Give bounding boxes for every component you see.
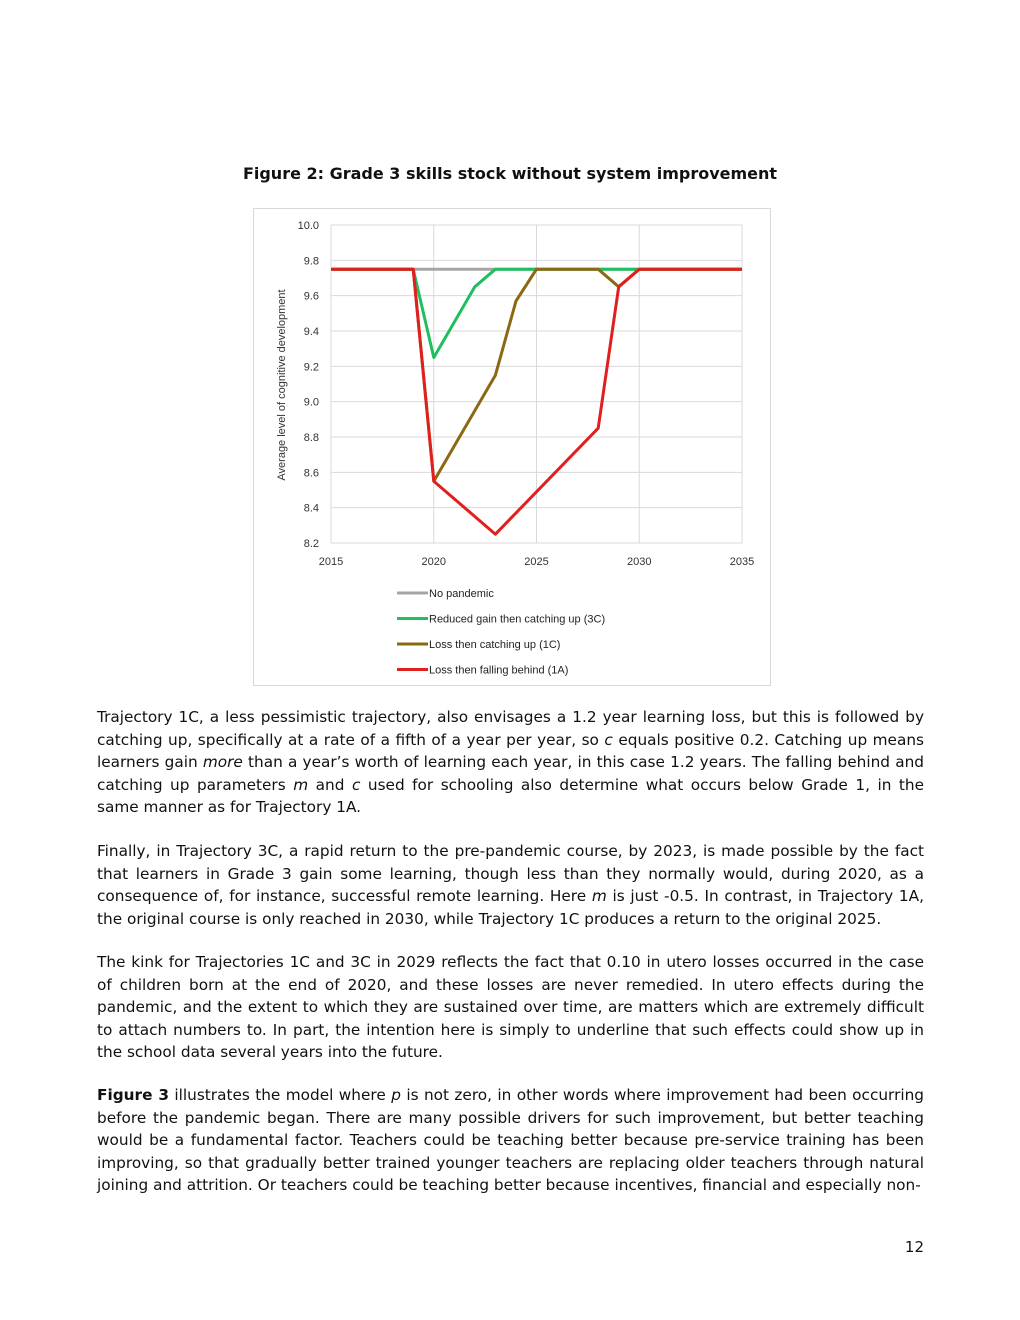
y-tick-label: 9.8 [303, 255, 319, 268]
y-tick-label: 10.0 [297, 220, 319, 232]
y-tick-label: 9.0 [303, 396, 319, 409]
y-tick-label: 8.4 [303, 502, 319, 515]
x-tick-label: 2020 [421, 556, 446, 568]
paragraph-1: Trajectory 1C, a less pessimistic trajectory, also envisages a 1.2 year learning loss, but this is followed by catching up, specifically at a rate of a fifth of a year per year, so c equals positive 0.2. Catching up means learners gain more than a year’s worth of learning each year, in this case 1.2 years. The falling behind and catching up parameters m and c used for schooling also determine what occurs below Grade 1, in the same manner as for Trajectory 1A. [97, 708, 925, 817]
x-tick-label: 2035 [729, 556, 755, 568]
page-number: 12 [904, 1238, 924, 1256]
chart-legend [397, 588, 605, 677]
y-tick-label: 8.6 [303, 467, 319, 480]
y-tick-label: 8.2 [303, 538, 319, 550]
y-axis-label: Average level of cognitive development [276, 289, 288, 481]
legend-entry: No pandemic [429, 588, 494, 600]
legend-entry: Loss then falling behind (1A) [429, 664, 569, 677]
legend-entry: Reduced gain then catching up (3C) [429, 613, 606, 626]
chart-grid [331, 225, 742, 543]
y-tick-labels [298, 220, 319, 550]
paragraph-3: The kink for Trajectories 1C and 3C in 2029 reflects the fact that 0.10 in utero losses occurred in the case of children born at the end of 2020, and these losses are never remedied. In utero effects during the pandemic, and the extent to which they are sustained over time, are matters which are extremely difficult to attach numbers to. In part, the intention here is simply to underline that such effects could show up in the school data several years into the future. [97, 953, 924, 1062]
y-tick-label: 9.4 [303, 326, 319, 338]
x-tick-label: 2015 [318, 556, 344, 568]
figure-title: Figure 2: Grade 3 skills stock without system improvement [242, 164, 778, 183]
legend-entry: Loss then catching up (1C) [429, 639, 561, 651]
chart-container [253, 208, 771, 686]
x-tick-label: 2030 [627, 556, 652, 568]
y-tick-label: 9.6 [303, 290, 319, 303]
y-tick-label: 9.2 [303, 361, 319, 374]
line-chart [254, 209, 772, 687]
paragraph-4: Figure 3 illustrates the model where p is not zero, in other words where improvement had been occurring before the pandemic began. There are many possible drivers for such improvement, but better teaching would be a fundamental factor. Teachers could be teaching better because pre-service training has been improving, so that gradually better trained younger teachers are replacing older teachers through natural joining and attrition. Or teachers could be teaching better because incentives, financial and especially non- [97, 1086, 925, 1195]
y-tick-label: 8.8 [303, 432, 319, 444]
x-tick-label: 2025 [524, 556, 549, 568]
paragraph-2: Finally, in Trajectory 3C, a rapid return to the pre-pandemic course, by 2023, is made possible by the fact that learners in Grade 3 gain some learning, though less than they normally would, during 2020, as a consequence of, for instance, successful remote learning. Here m is just -0.5. In contrast, in Trajectory 1A, the original course is only reached in 2030, while Trajectory 1C produces a return to the original 2025. [97, 842, 924, 928]
x-tick-labels [319, 556, 754, 568]
